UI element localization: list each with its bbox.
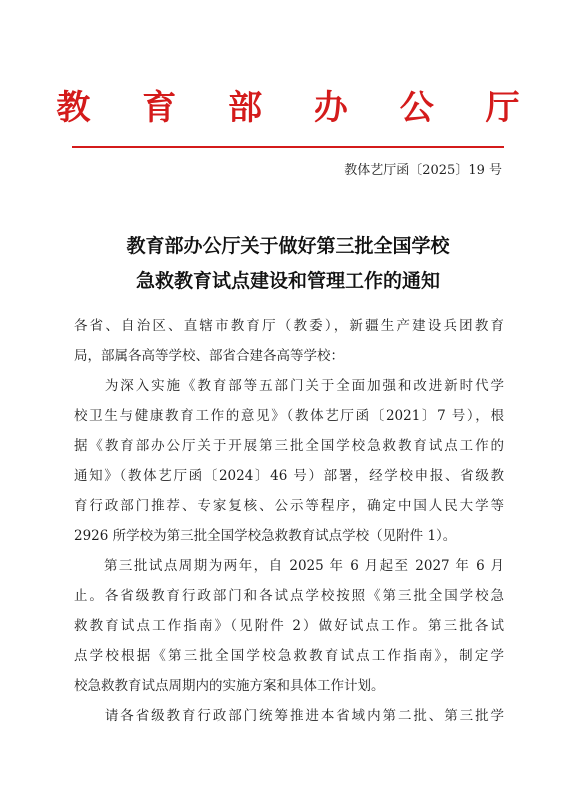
body-line: 2926 所学校为第三批全国学校急救教育试点学校（见附件 1）。 (74, 528, 457, 544)
document-number: 教体艺厅函〔2025〕19 号 (344, 163, 502, 178)
body-line: 为深入实施《教育部等五部门关于全面加强和改进新时代学 (74, 378, 504, 394)
body-line: 通知》（教体艺厅函〔2024〕46 号）部署，经学校申报、省级教 (74, 468, 504, 484)
body-line: 各省、自治区、直辖市教育厅（教委），新疆生产建设兵团教育 (74, 318, 504, 334)
document-title-line-2: 急救教育试点建设和管理工作的通知 (135, 270, 440, 292)
body-line: 据《教育部办公厅关于开展第三批全国学校急救教育试点工作的 (74, 438, 504, 454)
body-line: 局，部属各高等学校、部省合建各高等学校： (74, 348, 344, 364)
body-line: 育行政部门推荐、专家复核、公示等程序，确定中国人民大学等 (74, 498, 504, 514)
body-line: 止。各省级教育行政部门和各试点学校按照《第三批全国学校急 (74, 588, 504, 604)
body-line: 校急救教育试点周期内的实施方案和具体工作计划。 (74, 678, 385, 694)
body-line: 第三批试点周期为两年，自 2025 年 6 月起至 2027 年 6 月 (74, 558, 504, 574)
body-line: 请各省级教育行政部门统筹推进本省域内第二批、第三批学 (74, 708, 504, 724)
red-divider-line (72, 146, 504, 148)
body-line: 救教育试点工作指南》（见附件 2）做好试点工作。第三批各试 (74, 618, 504, 634)
issuing-office-header: 教 育 部 办 公 厅 (56, 88, 540, 128)
document-title-line-1: 教育部办公厅关于做好第三批全国学校 (126, 235, 450, 257)
body-line: 校卫生与健康教育工作的意见》（教体艺厅函〔2021〕7 号），根 (74, 408, 504, 424)
body-line: 点学校根据《第三批全国学校急救教育试点工作指南》，制定学 (74, 648, 504, 664)
